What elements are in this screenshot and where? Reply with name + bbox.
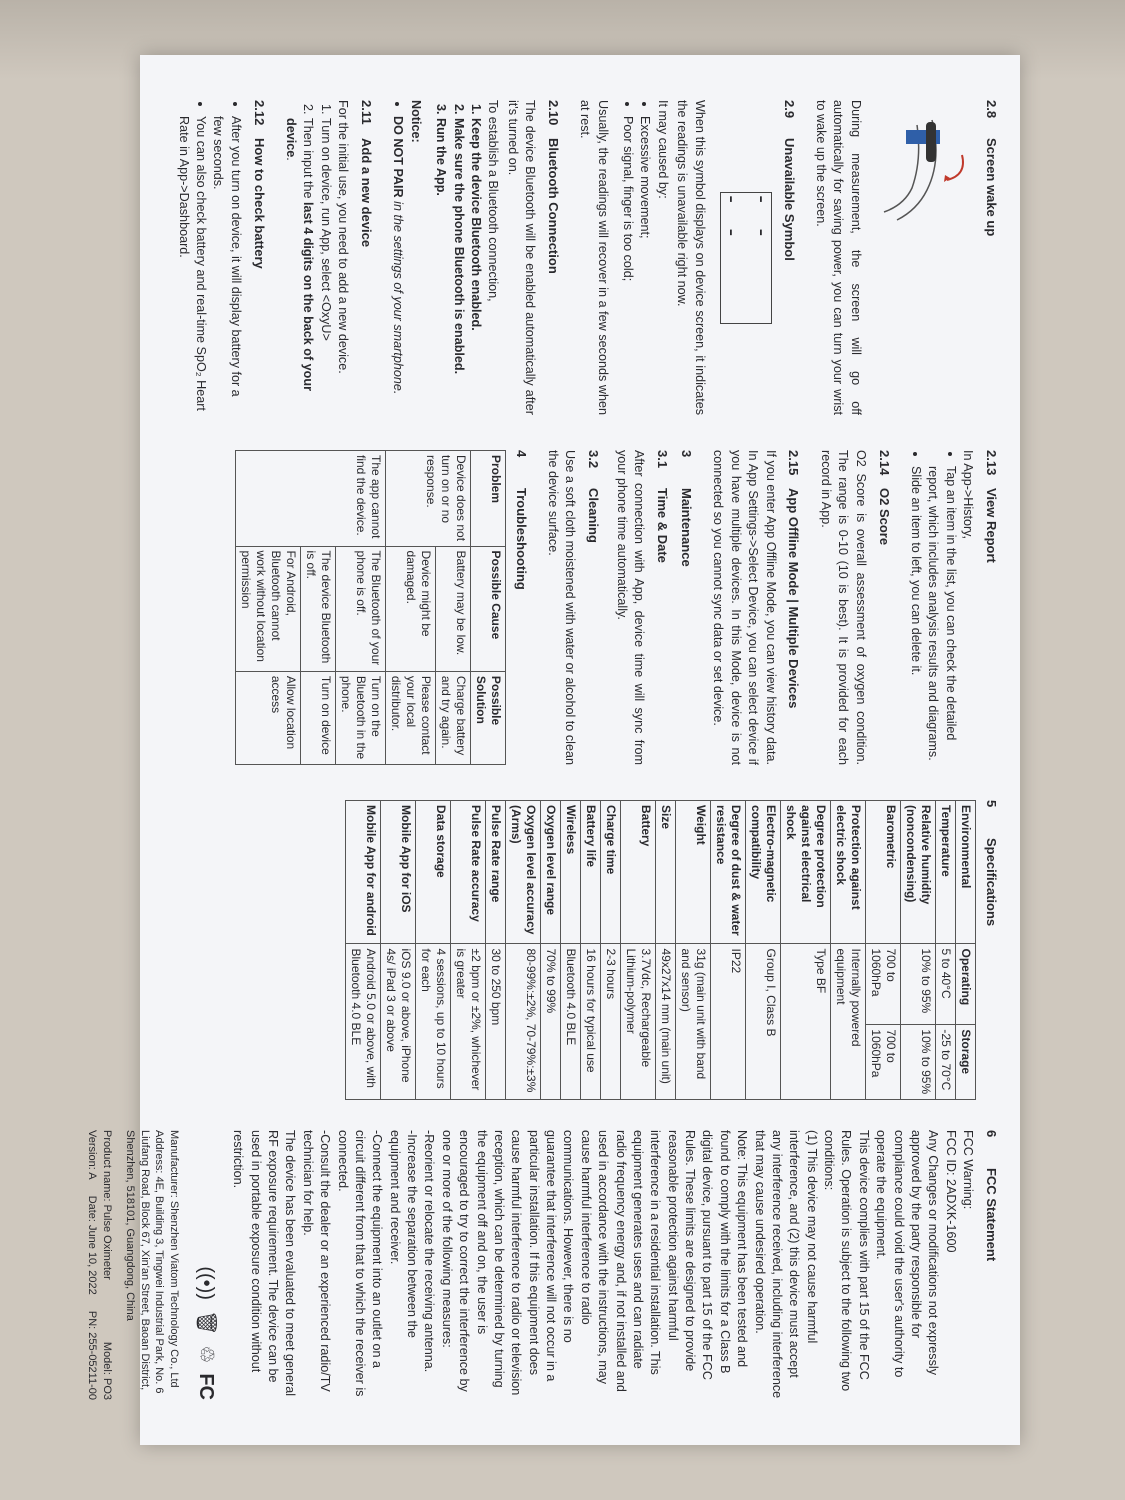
- section-2-10: [389, 100, 562, 415]
- fcc-logo: FC: [194, 1373, 217, 1400]
- table-cell: Charge battery and try again.: [435, 671, 470, 764]
- table-row: [435, 451, 470, 765]
- list-item: 2. Then input the last 4 digits on the back of your device.: [282, 118, 317, 415]
- table-cell: Storage: [956, 1025, 976, 1100]
- table-header: Possible Cause: [470, 546, 505, 671]
- paragraph: When this symbol displays on device screen, it indicates the readings is unavailable right now.: [675, 100, 707, 415]
- list-item: 3. Run the App.: [432, 118, 449, 415]
- section-heading: 3.2Cleaning: [586, 450, 602, 543]
- wrist-illustration: [877, 100, 972, 240]
- spec-label: Oxygen level accuracy (Arms): [506, 801, 541, 944]
- section-2-14: [817, 450, 893, 765]
- wireless-icon: ((•)): [194, 1266, 217, 1300]
- spec-label: Data storage: [416, 801, 451, 944]
- rotated-content: [86, 70, 1020, 1420]
- table-cell: The app cannot find the device.: [235, 451, 385, 547]
- report-list: [907, 450, 959, 765]
- fcc-statement: [229, 1130, 976, 1400]
- section-2-9: [576, 100, 798, 415]
- spec-label: Mobile App for iOS: [381, 801, 416, 944]
- table-row: [541, 801, 561, 1100]
- fcc-line: This device complies with part 15 of the FCC Rules. Operation is subject to the following two conditions:: [822, 1130, 871, 1392]
- spec-label: Protection against electric shock: [831, 801, 866, 944]
- paragraph: Usually, the readings will recover in a few seconds when at rest.: [578, 100, 610, 415]
- table-cell: 5 to 40°C: [936, 944, 956, 1025]
- section-heading: 2.10Bluetooth Connection: [546, 100, 561, 274]
- paragraph: If you enter App Offline Mode, you can view history data. In App Settings->Select Device, you can select device if you have multiple devices. In this Mode, device is not connected so you cannot sync data or set device.: [711, 450, 778, 765]
- spec-value: Internally powered equipment: [831, 944, 866, 1100]
- table-cell: Turn on device: [300, 671, 335, 764]
- spec-label: Degree protection against electrical shock: [781, 801, 831, 944]
- table-row: [335, 451, 385, 765]
- troubleshooting-table: [235, 450, 506, 765]
- table-cell: 10% to 95%: [901, 944, 936, 1025]
- manual-sheet: [86, 55, 1020, 1445]
- table-cell: For Android, Bluetooth cannot work without location permission: [235, 546, 300, 671]
- model-number: Model: PO3: [100, 1341, 113, 1400]
- table-row: [486, 801, 506, 1100]
- list-item: • Tap an item in the list, you can check the detailed report, which includes analysis results and diagrams.: [924, 466, 959, 765]
- unavailable-symbol-box: -- --: [720, 192, 772, 324]
- spec-label: Pulse Rate accuracy: [451, 801, 486, 944]
- spec-label: Size: [656, 801, 676, 944]
- table-row: [601, 801, 621, 1100]
- section-2-13: [907, 450, 1000, 765]
- table-row: [381, 801, 416, 1100]
- table-row: [581, 801, 601, 1100]
- spec-value: 80-99%:±2%, 70-79%:±3%: [506, 944, 541, 1100]
- table-row: [346, 801, 381, 1100]
- fcc-line: (1) This device may not cause harmful interference, and (2) this device must accept any interference received, including interference that may cause undesired operation.: [752, 1130, 819, 1399]
- table-row: [561, 801, 581, 1100]
- section-heading: 6FCC Statement: [984, 1130, 999, 1262]
- section-heading: 2.9Unavailable Symbol: [781, 100, 797, 261]
- table-cell: -25 to 70°C: [936, 1025, 956, 1100]
- paragraph: For the initial use, you need to add a new device.: [336, 100, 351, 374]
- spec-label: Pulse Rate range: [486, 801, 506, 944]
- address-text: Address: 4E, Building 3, Tingwei Industrial Park, No. 6 Liufang Road, Block 67, Xin'an Street, Baoan District, Shenzhen, 518101, Guangdong, China: [123, 1130, 166, 1394]
- spec-value: 16 hours for typical use: [581, 944, 601, 1100]
- table-row: [831, 801, 866, 1100]
- table-row: [711, 801, 746, 1100]
- footer-row: [84, 1130, 99, 1400]
- table-cell: 700 to 1060hPa: [866, 944, 901, 1025]
- specifications-table: [345, 800, 976, 1100]
- section-heading: 2.13View Report: [984, 450, 999, 563]
- spec-label: Charge time: [601, 801, 621, 944]
- section-heading: 5Specifications: [984, 800, 999, 927]
- table-cell: Operating: [956, 944, 976, 1025]
- table-row: [936, 801, 956, 1100]
- spec-rows: [346, 801, 866, 1100]
- spec-label: Oxygen level range: [541, 801, 561, 944]
- column-2: [221, 450, 1000, 765]
- spec-label: Electro-magnetic compatibility: [746, 801, 781, 944]
- list-item: • Excessive movement;: [636, 116, 653, 415]
- paragraph: After connection with App, device time will sync from your phone time automatically.: [614, 450, 647, 765]
- section-heading: 3Maintenance: [679, 450, 695, 567]
- manufacturer-info: [84, 1130, 181, 1400]
- spec-label: Battery life: [581, 801, 601, 944]
- section-heading: 2.12How to check battery: [251, 100, 267, 269]
- fcc-line: -Connect the equipment into an outlet on a circuit different from that to which the receiver is connected.: [335, 1130, 385, 1397]
- section-4: [235, 450, 530, 765]
- table-cell: Barometric: [866, 801, 901, 944]
- steps-list: [432, 100, 484, 415]
- list-item: • After you turn on device, it will display battery for a few seconds.: [209, 116, 244, 415]
- table-cell: 700 to 1060hPa: [866, 1025, 901, 1100]
- compliance-symbols: [191, 1130, 219, 1400]
- spec-value: 2-3 hours: [601, 944, 621, 1100]
- spec-value: Type BF: [781, 944, 831, 1100]
- weee-bin-icon: 🗑: [194, 1310, 217, 1336]
- fcc-line: The device has been evaluated to meet general RF exposure requirement. The device can be used in portable exposure condition without restriction.: [231, 1130, 298, 1397]
- table-row: [676, 801, 711, 1100]
- spec-value: iOS 9.0 or above, iPhone 4s/ iPad 3 or above: [381, 944, 416, 1100]
- column-4: [84, 1130, 1000, 1400]
- spec-value: 31g (main unit with band and sensor): [676, 944, 711, 1100]
- spec-label: Battery: [621, 801, 656, 944]
- list-item: • You can also check battery and real-time SpO₂ Heart Rate in App->Dashboard.: [174, 116, 209, 415]
- section-heading: 3.1Time & Date: [655, 450, 671, 563]
- fcc-line: -Consult the dealer or an experienced radio/TV technician for help.: [300, 1130, 333, 1392]
- table-cell: Allow location access: [235, 671, 300, 764]
- table-row: [451, 801, 486, 1100]
- footer-row: [99, 1130, 114, 1400]
- fcc-line: Note: This equipment has been tested and found to comply with the limits for a Class B digital device, pursuant to part 15 of the FCC Rules. These limits are designed to provide reasonable protection against harmful interference in a residential installation. This equipment generates uses and can radiate radio frequency energy and, if not installed and used in accordance with the instructions, may cause harmful interference to radio communications. However, there is no guarantee that interference will not occur in a particular installation. If this equipment does cause harmful interference to radio or television reception, which can be determined by turning the equipment off and on, the user is encouraged to try to correct the interference by one or more of the following measures:: [439, 1130, 750, 1396]
- table-cell: Relative humidity (noncondensing): [901, 801, 936, 944]
- section-2-11: [282, 100, 375, 415]
- table-cell: Battery may be low.: [435, 546, 470, 671]
- table-cell: Device does not turn on or no response.: [385, 451, 470, 547]
- column-1: [160, 100, 1000, 415]
- fcc-line: -Increase the separation between the equipment and receiver.: [387, 1130, 420, 1338]
- table-row: [746, 801, 781, 1100]
- list-item: • Slide an item to left, you can delete it.: [907, 466, 924, 765]
- recycle-icon: ♲: [194, 1345, 217, 1364]
- list-item: • DO NOT PAIR in the settings of your smartphone.: [389, 116, 406, 415]
- table-row: [656, 801, 676, 1100]
- spec-value: 30 to 250 bpm: [486, 944, 506, 1100]
- table-cell: Environmental: [956, 801, 976, 944]
- table-header: Possible Solution: [470, 671, 505, 764]
- table-cell: The Bluetooth of your phone is off.: [335, 546, 385, 671]
- spec-value: 70% to 99%: [541, 944, 561, 1100]
- paragraph: To establish a Bluetooth connection,: [486, 100, 501, 302]
- causes-list: [619, 100, 654, 415]
- spec-label: Wireless: [561, 801, 581, 944]
- section-heading: 4Troubleshooting: [513, 450, 529, 590]
- table-header-row: [470, 451, 505, 765]
- paragraph: O2 Score is overall assessment of oxygen condition. The range is 0-10 (10 is best). It is provided for each record in App.: [818, 450, 868, 765]
- paragraph: In App->History,: [961, 450, 976, 540]
- fcc-line: -Reorient or relocate the receiving antenna.: [422, 1130, 437, 1373]
- table-row: [781, 801, 831, 1100]
- list-item: 2. Make sure the phone Bluetooth is enabled.: [449, 118, 466, 415]
- spec-value: 3.7Vdc, Rechargeable Lithium-polymer: [621, 944, 656, 1100]
- table-header: Problem: [470, 451, 505, 547]
- spec-label: Degree of dust & water resistance: [711, 801, 746, 944]
- table-cell: 10% to 95%: [901, 1025, 936, 1100]
- steps-list: [282, 100, 334, 415]
- spec-value: ±2 bpm or ±2%, whichever is greater: [451, 944, 486, 1100]
- spec-value: Group I, Class B: [746, 944, 781, 1100]
- section-heading: 2.8Screen wake up: [984, 100, 999, 237]
- spec-value: Android 5.0 or above, with Bluetooth 4.0 BLE: [346, 944, 381, 1100]
- paragraph: Use a soft cloth moistened with water or alcohol to clean the device surface.: [546, 450, 578, 765]
- section-heading: 2.14O2 Score: [876, 450, 892, 546]
- section-heading: 2.15App Offline Mode | Multiple Devices: [786, 450, 802, 709]
- table-row: [621, 801, 656, 1100]
- section-3: [544, 450, 695, 765]
- list-item: 1. Keep the device Bluetooth enabled.: [467, 118, 484, 415]
- table-cell: Please contact your local distributor.: [385, 671, 435, 764]
- spec-value: IP22: [711, 944, 746, 1100]
- table-row: [901, 801, 936, 1100]
- section-2-8: [812, 100, 1000, 415]
- manufacturer-text: Manufacturer: Shenzhen Viatom Technology Co., Ltd: [168, 1130, 181, 1388]
- notice-list: [389, 100, 406, 415]
- paragraph: The device Bluetooth will be enabled automatically after it's turned on.: [505, 100, 538, 415]
- table-cell: Device might be damaged.: [385, 546, 435, 671]
- spec-label: Weight: [676, 801, 711, 944]
- version-text: Version: A: [86, 1130, 99, 1180]
- spec-value: Bluetooth 4.0 BLE: [561, 944, 581, 1100]
- column-3: [345, 800, 1000, 1100]
- table-cell: Turn on the Bluetooth in the phone.: [335, 671, 385, 764]
- battery-list: [174, 100, 244, 415]
- fcc-line: FCC ID: 2ADXK-1600: [943, 1130, 958, 1253]
- product-name: Product name: Pulse Oximeter: [100, 1130, 113, 1280]
- paragraph: During measurement, the screen will go off automatically for saving power, you can turn your wrist to wake up the screen.: [813, 100, 863, 415]
- paragraph: It may caused by:: [655, 100, 670, 199]
- table-row: [416, 801, 451, 1100]
- list-item: 1. Turn on device, run App, select <OxyU>: [316, 118, 333, 415]
- section-2-15: [709, 450, 802, 765]
- part-number: PN: 255-05211-00: [86, 1310, 99, 1400]
- spec-value: 4 sessions, up to 10 hours for each: [416, 944, 451, 1100]
- list-item: • Poor signal, finger is too cold;: [619, 116, 636, 415]
- table-row: [956, 801, 976, 1100]
- date-text: Date: June 10, 2022: [86, 1195, 99, 1295]
- fcc-line: FCC Warning:: [961, 1130, 976, 1210]
- section-2-12: [174, 100, 267, 415]
- notice-label: Notice:: [408, 100, 423, 143]
- section-heading: 2.11Add a new device: [359, 100, 375, 248]
- table-cell: Temperature: [936, 801, 956, 944]
- spec-value: 49x27x14 mm (main unit): [656, 944, 676, 1100]
- spec-label: Mobile App for android: [346, 801, 381, 944]
- table-row: [506, 801, 541, 1100]
- table-row: [866, 801, 901, 1100]
- table-cell: The device Bluetooth is off.: [300, 546, 335, 671]
- fcc-line: Any Changes or modifications not expressly approved by the party responsible for compliance could void the user's authority to operate the equipment.: [874, 1130, 941, 1378]
